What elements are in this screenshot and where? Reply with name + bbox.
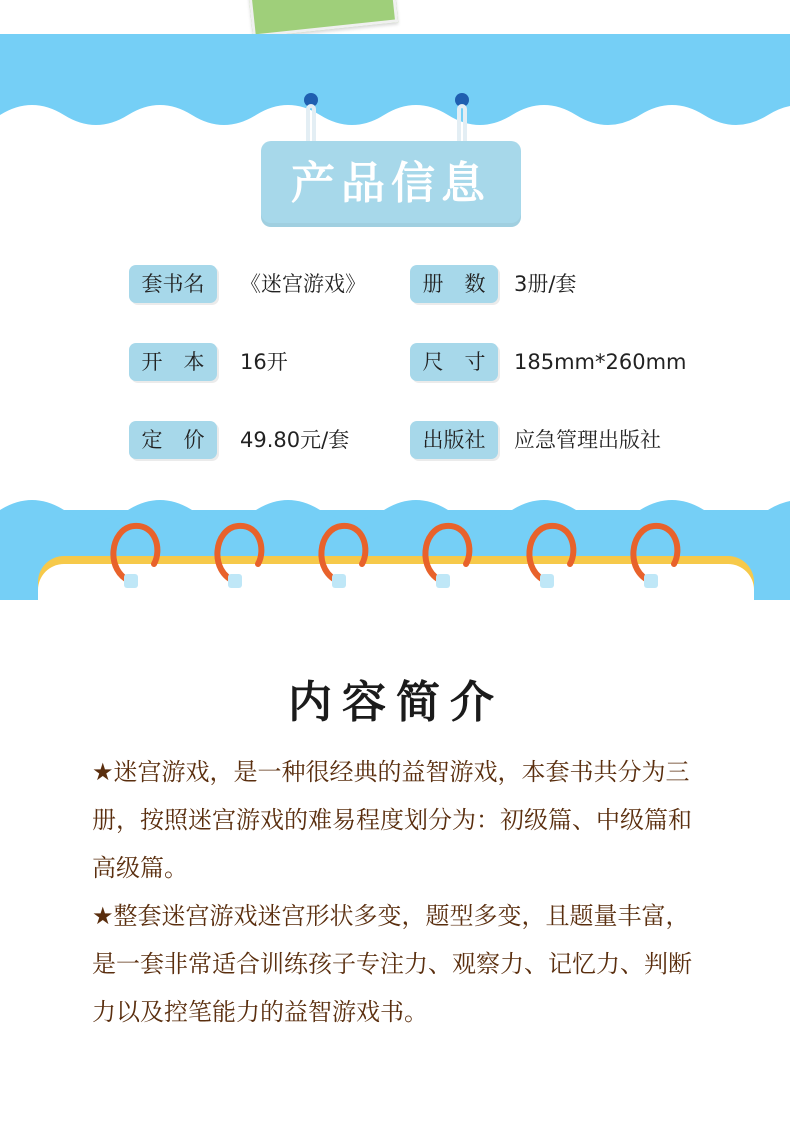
intro-paragraph-2: ★整套迷宫游戏迷宫形状多变，题型多变，且题量丰富，是一套非常适合训练孩子专注力、观察力、记忆力、判断力以及控笔能力的益智游戏书。 (92, 902, 692, 1026)
ring-hole (436, 574, 450, 588)
intro-title: 内容简介 (288, 677, 504, 728)
info-label-publisher: 出版社 (410, 421, 498, 459)
info-label-size: 尺 寸 (410, 343, 498, 381)
info-label-volumes: 册 数 (410, 265, 498, 303)
ring-hole (644, 574, 658, 588)
info-label-price: 定 价 (129, 421, 217, 459)
ring-hole (124, 574, 138, 588)
info-value-size: 185mm*260mm (514, 350, 687, 374)
info-label-format: 开 本 (129, 343, 217, 381)
wave-divider-top (0, 95, 790, 145)
info-label-series-name: 套书名 (129, 265, 217, 303)
intro-paragraph-1: ★迷宫游戏，是一种很经典的益智游戏，本套书共分为三册，按照迷宫游戏的难易程度划分为：初级篇、中级篇和高级篇。 (92, 758, 692, 882)
ring-hole (228, 574, 242, 588)
info-value-publisher: 应急管理出版社 (514, 428, 661, 452)
ring-hole (332, 574, 346, 588)
product-info-title: 产品信息 (291, 158, 491, 209)
binder-rings (0, 510, 790, 600)
info-value-price: 49.80元/套 (240, 428, 350, 452)
ring-hole (540, 574, 554, 588)
info-value-series-name: 《迷宫游戏》 (240, 272, 366, 296)
info-value-format: 16开 (240, 350, 288, 374)
info-value-volumes: 3册/套 (514, 272, 577, 296)
